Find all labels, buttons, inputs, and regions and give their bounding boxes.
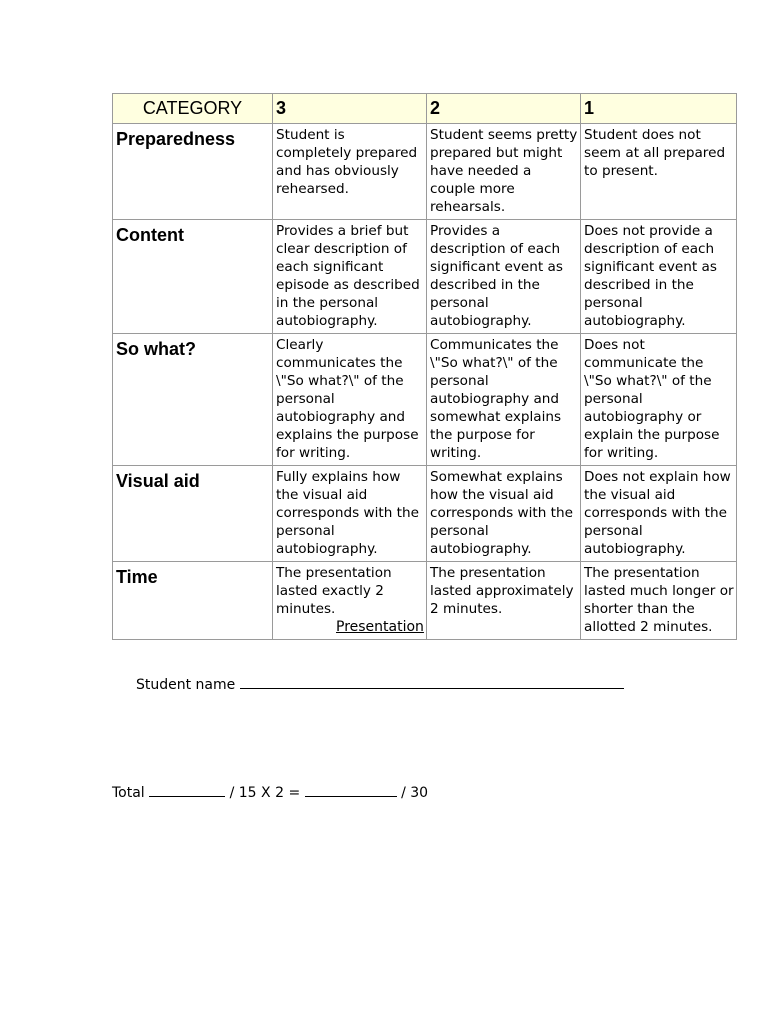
total-max-text: / 30 [401,785,429,801]
rubric-row-content [113,220,737,334]
category-cell: Visual aid [113,466,273,562]
criteria-cell: Provides a description of each significant event as described in the personal autobiography. [427,220,581,334]
total-score-blank[interactable] [149,782,225,797]
rubric-table [112,93,737,640]
criteria-cell: Student does not seem at all prepared to present. [581,124,737,220]
criteria-cell: Somewhat explains how the visual aid corresponds with the personal autobiography. [427,466,581,562]
student-name-label: Student name [136,677,236,693]
criteria-cell: Fully explains how the visual aid corresponds with the personal autobiography. [273,466,427,562]
category-cell: Preparedness [113,124,273,220]
total-multiplier-text: / 15 X 2 = [229,785,301,801]
criteria-cell: Does not communicate the \"So what?\" of the personal autobiography or explain the purpose for writing. [581,334,737,466]
criteria-cell: The presentation lasted exactly 2 minutes. [273,562,427,640]
header-score-2: 2 [427,94,581,124]
rubric-row-visual-aid [113,466,737,562]
category-cell: Time [113,562,273,640]
header-category: CATEGORY [113,94,273,124]
rubric-header-row [113,94,737,124]
total-row [112,782,428,801]
category-cell: So what? [113,334,273,466]
category-cell: Content [113,220,273,334]
criteria-cell: Student seems pretty prepared but might have needed a couple more rehearsals. [427,124,581,220]
criteria-cell: Does not explain how the visual aid corresponds with the personal autobiography. [581,466,737,562]
header-score-1: 1 [581,94,737,124]
rubric-row-time [113,562,737,640]
table-caption: Presentation [336,619,424,635]
rubric-row-preparedness [113,124,737,220]
criteria-cell: The presentation lasted approximately 2 minutes. [427,562,581,640]
criteria-cell: Clearly communicates the \"So what?\" of the personal autobiography and explains the purpose for writing. [273,334,427,466]
rubric-row-so-what [113,334,737,466]
student-name-blank[interactable] [240,674,624,689]
header-score-3: 3 [273,94,427,124]
student-name-row [136,674,624,693]
total-label: Total [112,785,145,801]
total-result-blank[interactable] [305,782,397,797]
criteria-cell: The presentation lasted much longer or shorter than the allotted 2 minutes. [581,562,737,640]
criteria-cell: Provides a brief but clear description of each significant episode as described in the personal autobiography. [273,220,427,334]
criteria-cell: Student is completely prepared and has obviously rehearsed. [273,124,427,220]
criteria-cell: Does not provide a description of each significant event as described in the personal autobiography. [581,220,737,334]
criteria-cell: Communicates the \"So what?\" of the personal autobiography and somewhat explains the purpose for writing. [427,334,581,466]
